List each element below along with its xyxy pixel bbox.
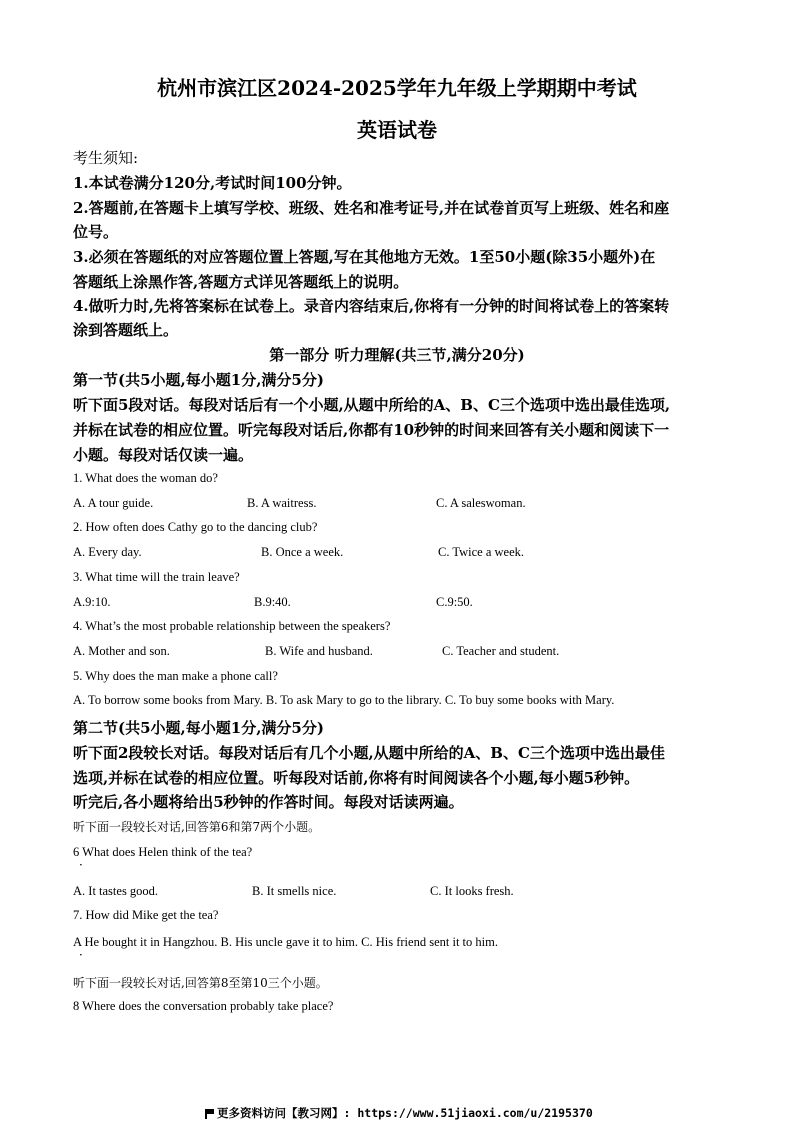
question-7: 7. How did Mike get the tea?	[73, 908, 219, 922]
q6-option-b: B. It smells nice.	[252, 884, 337, 898]
exam-subtitle: 英语试卷	[357, 118, 437, 142]
q3-option-b: B.9:40.	[254, 595, 291, 609]
section1-instruction-2: 并标在试卷的相应位置。听完每段对话后,你都有10秒钟的时间来回答有关小题和阅读下一	[73, 421, 670, 439]
q5-options: A. To borrow some books from Mary. B. To ask Mary to go to the library. C. To buy some books with Mary.	[73, 693, 615, 707]
q7-dot: ·	[79, 948, 83, 962]
question-5: 5. Why does the man make a phone call?	[73, 669, 278, 683]
question-8: 8 Where does the conversation probably take place?	[73, 999, 334, 1013]
notice-item-4: 4.做听力时,先将答案标在试卷上。录音内容结束后,你将有一分钟的时间将试卷上的答案转	[73, 297, 670, 315]
footer-link[interactable]	[205, 1105, 593, 1121]
q1-option-a: A. A tour guide.	[73, 496, 154, 510]
q4-option-b: B. Wife and husband.	[265, 644, 373, 658]
notice-item-1: 1.本试卷满分120分,考试时间100分钟。	[73, 174, 352, 192]
section2-instruction-1: 听下面2段较长对话。每段对话后有几个小题,从题中所给的A、B、C三个选项中选出最佳	[73, 744, 665, 762]
notice-item-3-cont: 答题纸上涂黑作答,答题方式详见答题纸上的说明。	[73, 273, 409, 291]
section2-heading: 第二节(共5小题,每小题1分,满分5分)	[73, 719, 324, 737]
notice-heading: 考生须知:	[73, 149, 139, 167]
q7-options: A He bought it in Hangzhou. B. His uncle gave it to him. C. His friend sent it to him.	[73, 935, 498, 949]
dialogue1-note: 听下面一段较长对话,回答第6和第7两个小题。	[73, 820, 321, 834]
footer-text: 更多资料访问【教习网】: https://www.51jiaoxi.com/u/2195370	[217, 1106, 593, 1120]
section2-instruction-2: 选项,并标在试卷的相应位置。听每段对话前,你将有时间阅读各个小题,每小题5秒钟。	[73, 769, 640, 787]
part1-heading: 第一部分 听力理解(共三节,满分20分)	[269, 346, 525, 364]
q2-option-a: A. Every day.	[73, 545, 142, 559]
question-6: 6 What does Helen think of the tea?	[73, 845, 253, 859]
q4-option-c: C. Teacher and student.	[442, 644, 560, 658]
notice-item-2: 2.答题前,在答题卡上填写学校、班级、姓名和准考证号,并在试卷首页写上班级、姓名和座	[73, 199, 670, 217]
flag-icon	[205, 1109, 214, 1118]
exam-title: 杭州市滨江区2024-2025学年九年级上学期期中考试	[157, 76, 637, 100]
q3-option-c: C.9:50.	[436, 595, 473, 609]
question-1: 1. What does the woman do?	[73, 471, 218, 485]
notice-item-3: 3.必须在答题纸的对应答题位置上答题,写在其他地方无效。1至50小题(除35小题外)在	[73, 248, 656, 266]
section1-instruction-3: 小题。每段对话仅读一遍。	[73, 446, 254, 464]
q4-option-a: A. Mother and son.	[73, 644, 170, 658]
section2-instruction-3: 听完后,各小题将给出5秒钟的作答时间。每段对话读两遍。	[73, 793, 464, 811]
q1-option-b: B. A waitress.	[247, 496, 317, 510]
q1-option-c: C. A saleswoman.	[436, 496, 526, 510]
q6-option-c: C. It looks fresh.	[430, 884, 514, 898]
q6-dot: ·	[79, 858, 83, 872]
q2-option-c: C. Twice a week.	[438, 545, 525, 559]
q6-option-a: A. It tastes good.	[73, 884, 159, 898]
q2-option-b: B. Once a week.	[261, 545, 344, 559]
notice-item-2-cont: 位号。	[73, 223, 119, 241]
q3-option-a: A.9:10.	[73, 595, 111, 609]
question-3: 3. What time will the train leave?	[73, 570, 240, 584]
section1-instruction-1: 听下面5段对话。每段对话后有一个小题,从题中所给的A、B、C三个选项中选出最佳选项,	[73, 396, 671, 414]
section1-heading: 第一节(共5小题,每小题1分,满分5分)	[73, 371, 324, 389]
dialogue2-note: 听下面一段较长对话,回答第8至第10三个小题。	[73, 976, 328, 990]
question-4: 4. What’s the most probable relationship between the speakers?	[73, 619, 391, 633]
question-2: 2. How often does Cathy go to the dancing club?	[73, 520, 318, 534]
notice-item-4-cont: 涂到答题纸上。	[73, 321, 179, 339]
